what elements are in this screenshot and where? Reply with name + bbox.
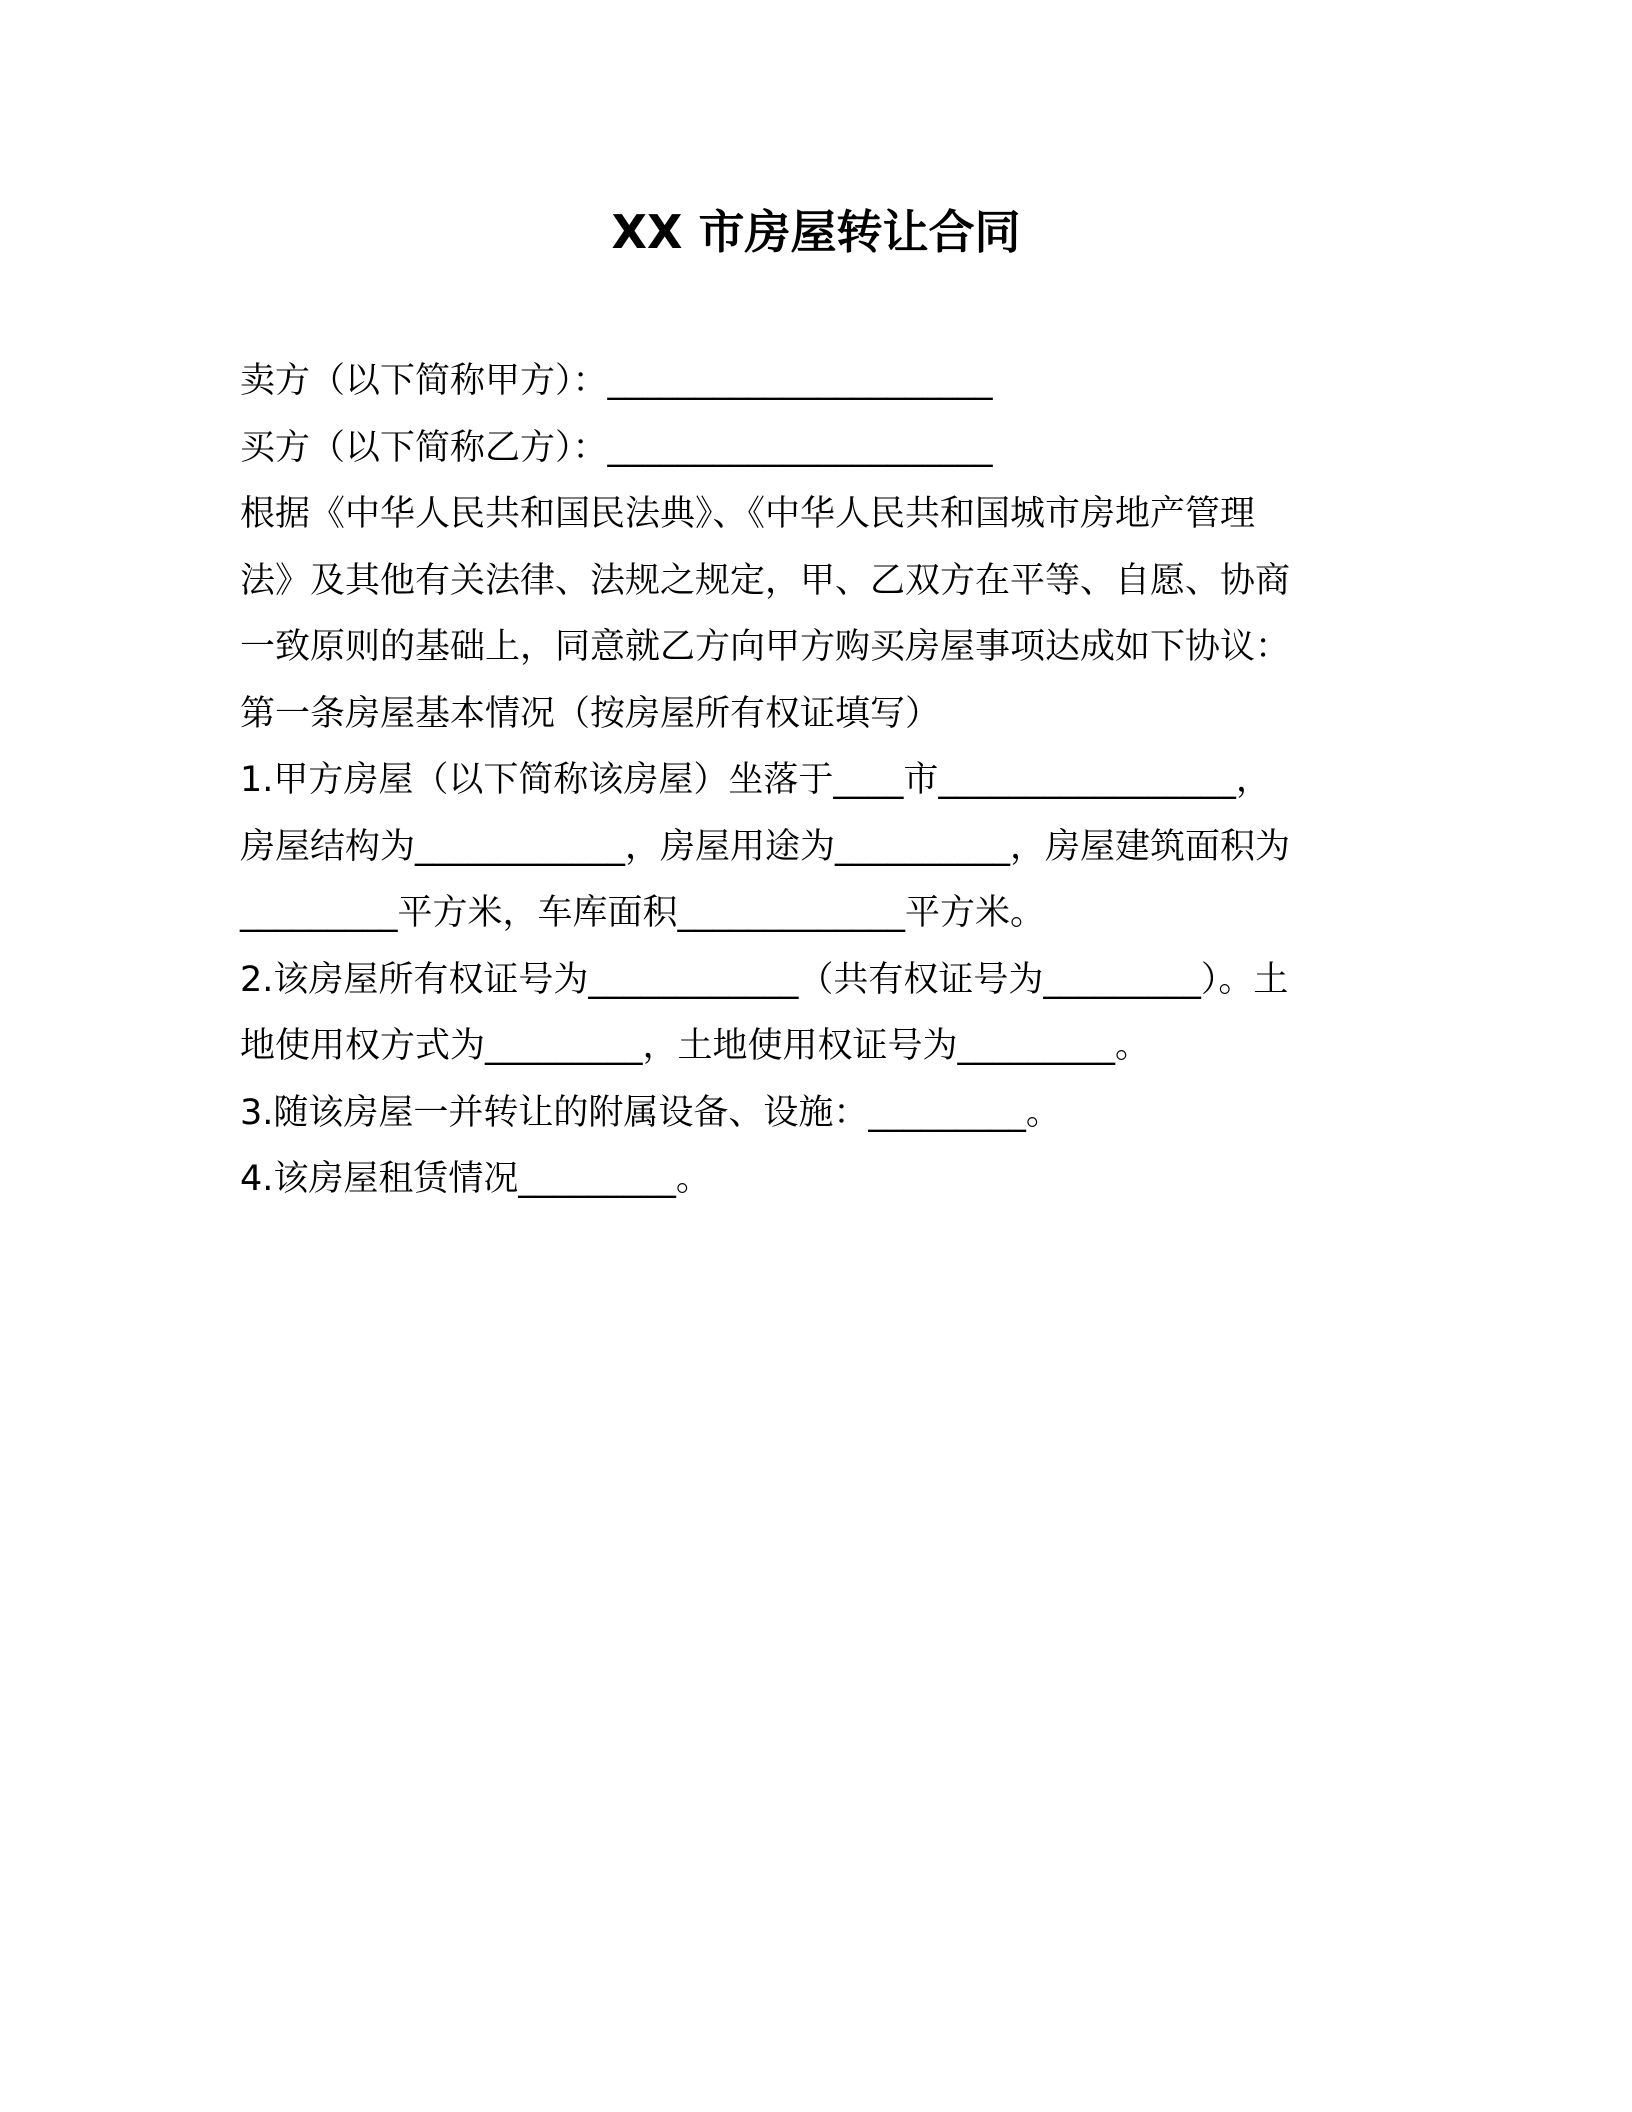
- article-1-heading: 第一条房屋基本情况（按房屋所有权证填写）: [240, 693, 941, 734]
- clause-1-line-2: 房屋结构为____________，房屋用途为__________，房屋建筑面积为: [240, 826, 1291, 867]
- document-body: [240, 348, 1400, 1213]
- clause-2-line-1: 2.该房屋所有权证号为____________（共有权证号为_________）。土: [240, 959, 1289, 1000]
- preamble-line-1: 根据《中华人民共和国民法典》、《中华人民共和国城市房地产管理: [240, 494, 1256, 534]
- clause-3-line: 3.随该房屋一并转让的附属设备、设施：_________。: [240, 1092, 1061, 1133]
- clause-1-line-1: 1.甲方房屋（以下简称该房屋）坐落于____市_________________，: [240, 760, 1271, 800]
- clause-2-line-2: 地使用权方式为_________，土地使用权证号为_________。: [240, 1026, 1151, 1066]
- preamble-line-2: 法》及其他有关法律、法规之规定，甲、乙双方在平等、自愿、协商: [240, 560, 1291, 601]
- seller-line: 卖方（以下简称甲方）：______________________: [240, 361, 993, 401]
- document-title: XX 市房屋转让合同: [611, 205, 1021, 259]
- clause-4-line: 4.该房屋租赁情况_________。: [240, 1159, 711, 1199]
- clause-1-line-3: _________平方米，车库面积_____________平方米。: [240, 893, 1046, 933]
- buyer-line: 买方（以下简称乙方）：______________________: [240, 427, 993, 468]
- preamble-line-3: 一致原则的基础上，同意就乙方向甲方购买房屋事项达成如下协议：: [240, 627, 1291, 667]
